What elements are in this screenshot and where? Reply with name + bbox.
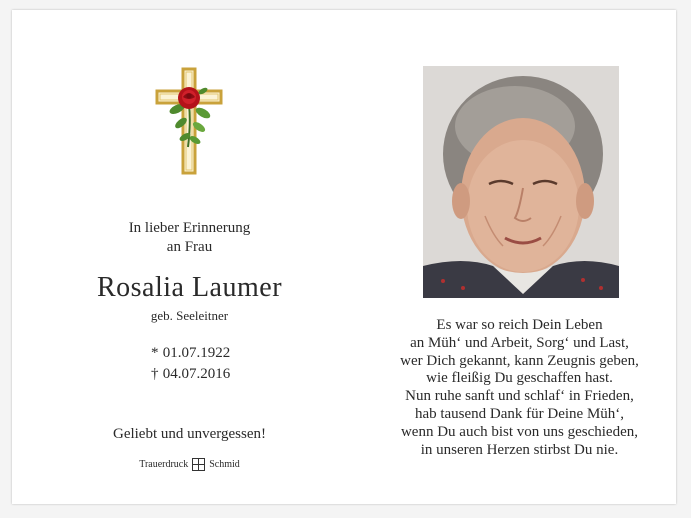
memorial-card (12, 10, 676, 504)
printer-logo-icon (192, 458, 205, 471)
card-left-panel (12, 10, 367, 504)
death-cross-icon: † (151, 366, 159, 382)
poem-line: wenn Du auch bist von uns geschieden, (400, 423, 639, 440)
poem-line: hab tausend Dank für Deine Müh‘, (414, 405, 625, 422)
card-right-panel (367, 10, 676, 504)
intro-line-2: an Frau (166, 239, 213, 255)
printer-credit (12, 458, 367, 471)
cross-with-rose-icon (155, 67, 223, 177)
motto: Geliebt und unvergessen! (112, 426, 267, 442)
portrait-photo (423, 66, 619, 298)
life-dates (12, 343, 367, 385)
poem-line: in unseren Herzen stirbst Du nie. (420, 441, 619, 458)
poem-line: wer Dich gekannt, kann Zeugnis geben, (400, 352, 639, 369)
printer-label: Trauerdruck (139, 459, 189, 470)
poem-line: Nun ruhe sanft und schlaf‘ in Frieden, (405, 388, 634, 405)
intro-text (12, 219, 367, 257)
deceased-name: Rosalia Laumer (96, 272, 283, 303)
birth-date: 01.07.1922 (162, 345, 231, 361)
poem-line: an Müh‘ und Arbeit, Sorg‘ und Last, (410, 334, 629, 351)
birth-star-icon: * (151, 345, 159, 361)
memorial-poem (367, 317, 672, 459)
intro-line-1: In lieber Erinnerung (128, 220, 251, 236)
maiden-name: geb. Seeleitner (150, 308, 229, 323)
death-row (12, 364, 367, 385)
birth-row (12, 343, 367, 364)
poem-line: Es war so reich Dein Leben (436, 317, 603, 333)
poem-line: wie fleißig Du geschaffen hast. (426, 370, 613, 387)
death-date: 04.07.2016 (162, 366, 231, 382)
printer-name: Schmid (209, 459, 240, 470)
